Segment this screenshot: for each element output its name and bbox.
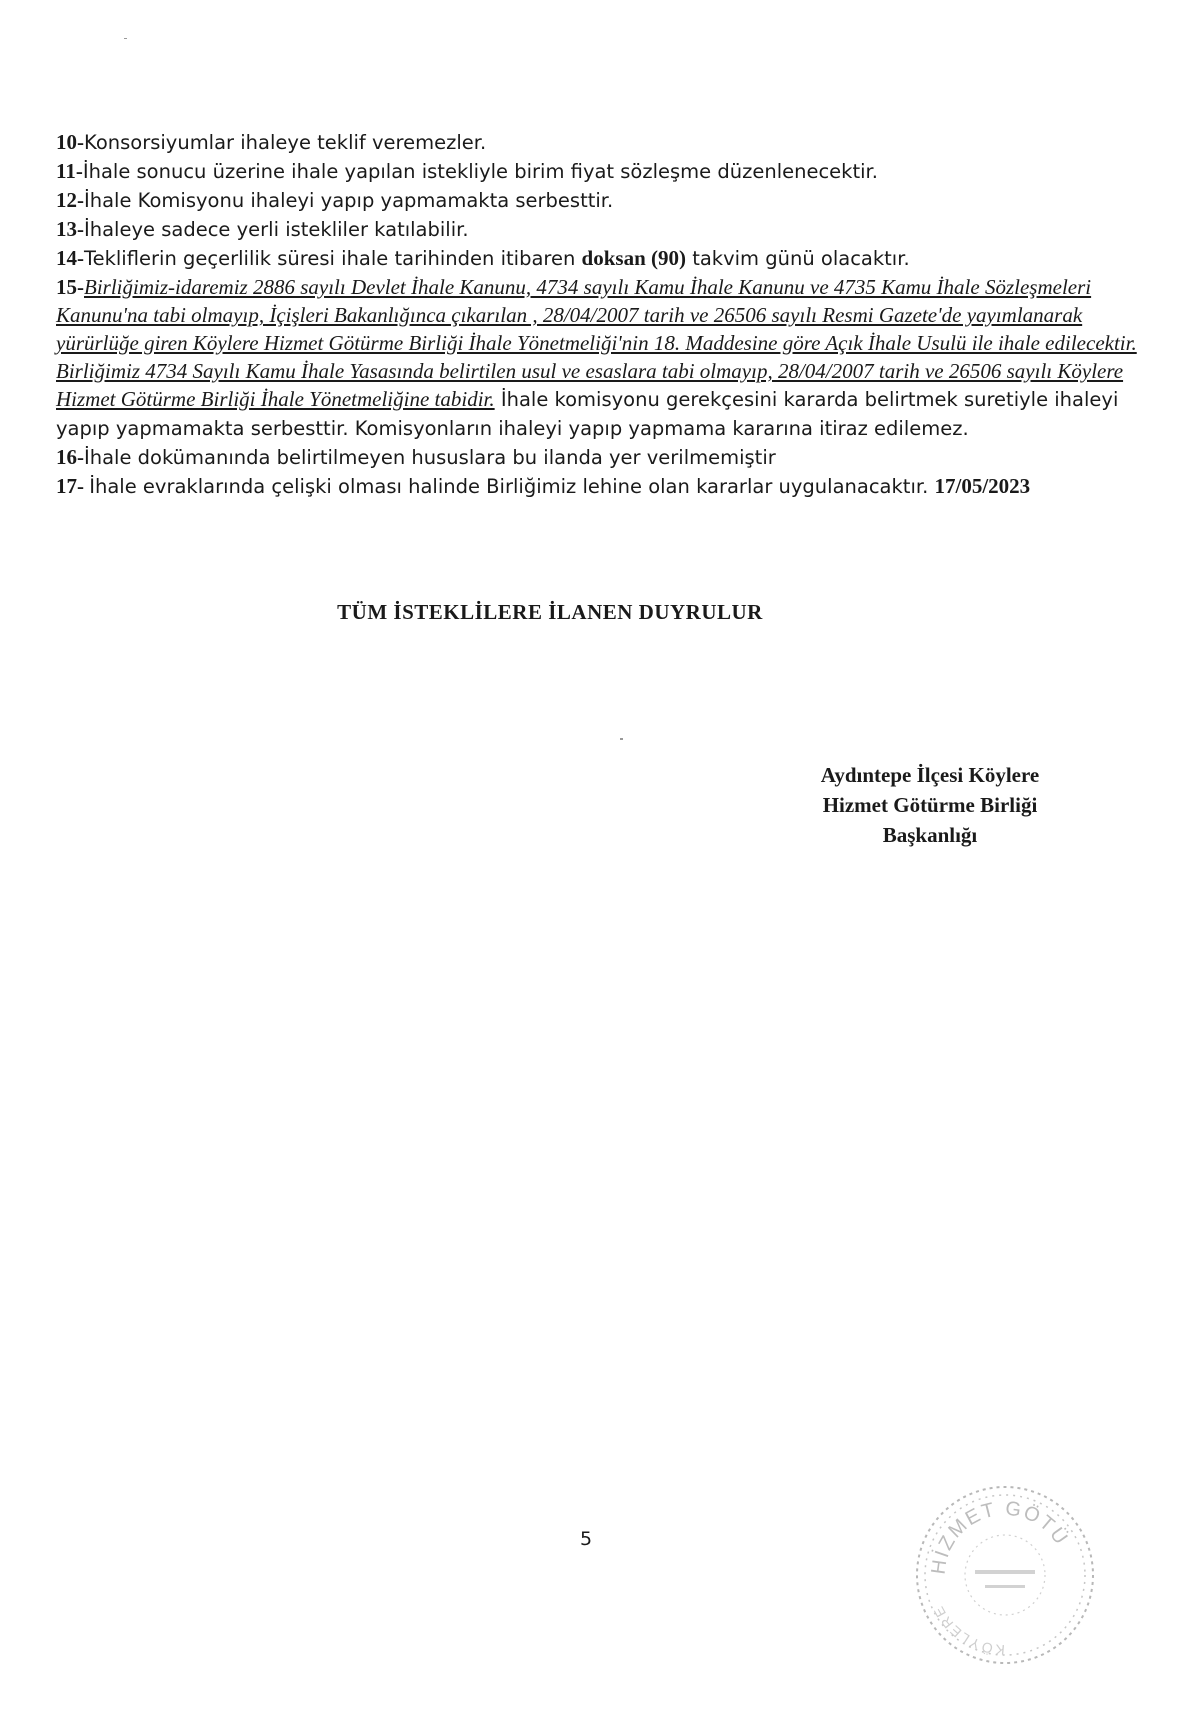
item-12: 12-İhale Komisyonu ihaleyi yapıp yapmamakta serbesttir. [56,188,614,212]
official-seal-stamp [905,1475,1105,1675]
announcement [0,600,1200,625]
item-number: 11 [56,159,76,183]
item-15: 15-Birliğimiz-idaremiz 2886 sayılı Devlet İhale Kanunu, 4734 sayılı Kamu İhale Kanunu ve 4735 Kamu İhale Sözleşmeleri Kanunu'na tabi olmayıp, İçişleri Bakanlığınca çıkarılan , 28/04/2007 tarih ve 26506 sayılı Resmi Gazete'de yayımlanarak yürürlüğe giren Köylere Hizmet Götürme Birliği İhale Yönetmeliği'nin 18. Maddesine göre Açık İhale Usulü ile ihale edilecektir. Birliğimiz 4734 Sayılı Kamu İhale Yasasında belirtilen usul ve esaslara tabi olmayıp, 28/04/2007 tarih ve 26506 sayılı Köylere Hizmet Götürme Birliği İhale Yönetmeliğine tabidir. İhale komisyonu gerekçesini kararda belirtmek suretiyle ihaleyi yapıp yapmamakta serbesttir. Komisyonların ihaleyi yapıp yapmama kararına itiraz edilemez. [56,275,1137,440]
item-11: 11-İhale sonucu üzerine ihale yapılan istekliyle birim fiyat sözleşme düzenlenecektir. [56,159,878,183]
item-number: 16 [56,445,77,469]
seal-top-text: HİZMET GÖTÜ [927,1497,1073,1576]
item-text: Konsorsiyumlar ihaleye teklif veremezler. [84,131,487,154]
document-date: 17/05/2023 [934,474,1031,498]
item-number: 17 [56,474,77,498]
scan-speck [124,38,127,39]
item-text-end: takvim günü olacaktır. [686,247,910,270]
item-text-end: İhale komisyonu gerekçesini kararda belirtmek suretiyle ihaleyi yapıp yapmamakta serbesttir. Komisyonların ihaleyi yapıp yapmama kararına itiraz edilemez. [56,388,1119,440]
svg-text:KÖYLERE [930,1602,1006,1658]
item-text: İhale sonucu üzerine ihale yapılan istekliyle birim fiyat sözleşme düzenlenecektir. [82,160,878,183]
signature-line-2: Hizmet Götürme Birliği [822,793,1038,817]
item-text: İhale evraklarında çelişki olması halinde Birliğimiz lehine olan kararlar uygulanacaktır. [89,475,935,498]
item-14: 14-Tekliflerin geçerlilik süresi ihale tarihinden itibaren doksan (90) takvim günü olacaktır. [56,246,910,270]
item-number: 14 [56,246,77,270]
item-number: 15 [56,275,77,299]
item-10: 10-Konsorsiyumlar ihaleye teklif veremezler. [56,130,487,154]
scan-speck [620,738,623,740]
signature-block [780,760,1080,850]
svg-text:HİZMET GÖTÜ [928,1498,1073,1576]
item-number: 12 [56,188,77,212]
item-17: 17- İhale evraklarında çelişki olması halinde Birliğimiz lehine olan kararlar uygulanacaktır. 17/05/2023 [56,474,1031,498]
item-number: 13 [56,217,77,241]
legal-basis-text: Birliğimiz-idaremiz 2886 sayılı Devlet İhale Kanunu, 4734 sayılı Kamu İhale Kanunu ve 4735 Kamu İhale Sözleşmeleri Kanunu'na tabi olmayıp, İçişleri Bakanlığınca çıkarılan , 28/04/2007 tarih ve 26506 sayılı Resmi Gazete'de yayımlanarak yürürlüğe giren Köylere Hizmet Götürme Birliği İhale Yönetmeliği'nin 18. Maddesine göre Açık İhale Usulü ile ihale edilecektir. Birliğimiz 4734 Sayılı Kamu İhale Yasasında belirtilen usul ve esaslara tabi olmayıp, 28/04/2007 tarih ve 26506 sayılı Köylere Hizmet Götürme Birliği İhale Yönetmeliğine tabidir. [56,275,1137,411]
item-number: 10 [56,130,77,154]
announcement-text: TÜM İSTEKLİLERE İLANEN DUYRULUR [337,600,763,624]
item-text: İhale dokümanında belirtilmeyen hususlara bu ilanda yer verilmemiştir [84,446,776,469]
item-text: Tekliflerin geçerlilik süresi ihale tarihinden itibaren [84,247,582,270]
item-16: 16-İhale dokümanında belirtilmeyen hususlara bu ilanda yer verilmemiştir [56,445,776,469]
validity-period: doksan (90) [581,246,686,270]
page-number: 5 [580,1528,593,1550]
signature-line-3: Başkanlığı [882,823,978,847]
seal-left-text: KÖYLERE [929,1602,1006,1659]
signature-line-1: Aydıntepe İlçesi Köylere [820,763,1040,787]
item-13: 13-İhaleye sadece yerli istekliler katılabilir. [56,217,469,241]
item-text: İhaleye sadece yerli istekliler katılabilir. [84,218,469,241]
tender-conditions [56,128,1156,501]
item-text: İhale Komisyonu ihaleyi yapıp yapmamakta serbesttir. [84,189,614,212]
